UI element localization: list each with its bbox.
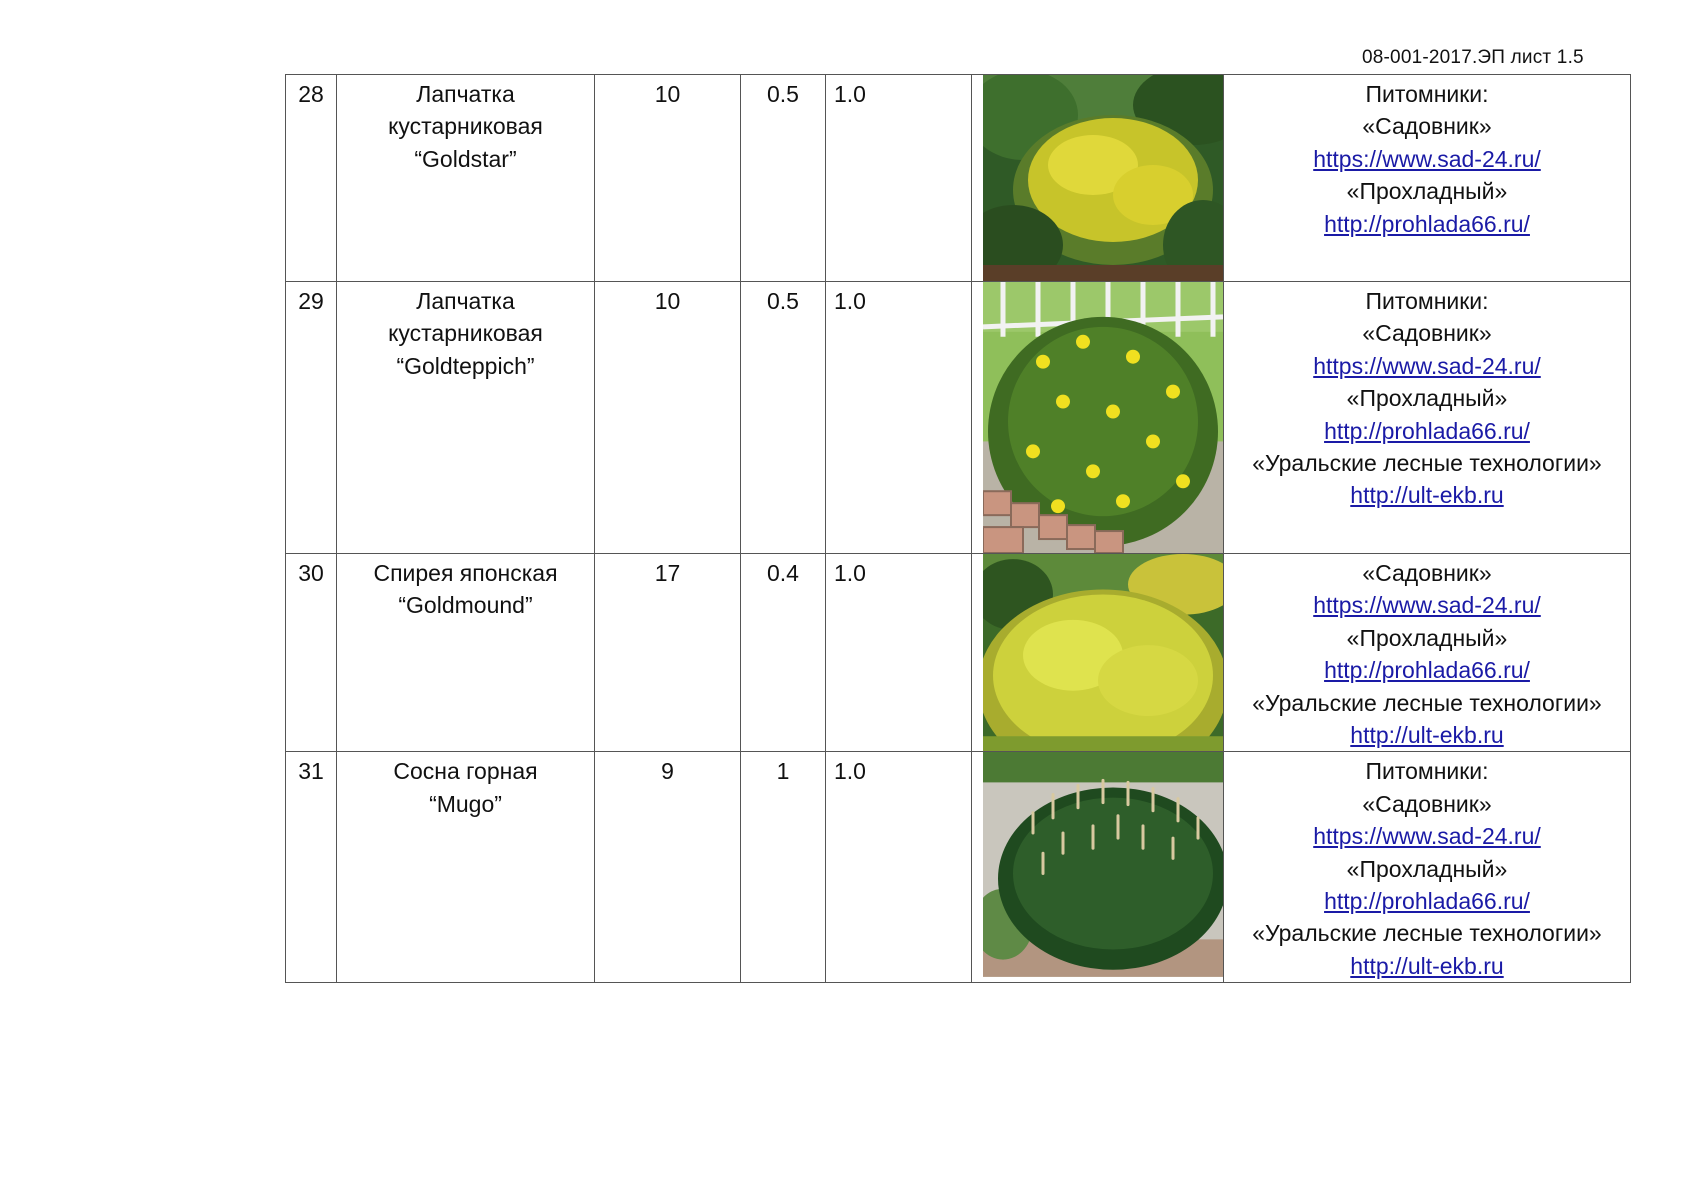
- plant-height: 0.5: [741, 282, 826, 554]
- nursery-link-ural[interactable]: http://ult-ekb.ru: [1350, 722, 1504, 749]
- plant-name-line: Лапчатка: [416, 81, 515, 107]
- plant-name-line: “Goldteppich”: [396, 352, 535, 379]
- nursery-name: «Прохладный»: [1346, 624, 1508, 651]
- plant-photo-cell: [972, 75, 1224, 282]
- nursery-link-prohladny[interactable]: http://prohlada66.ru/: [1324, 888, 1530, 915]
- plant-name-line: “Goldstar”: [414, 145, 517, 172]
- plant-name-line: Лапчатка: [416, 288, 515, 314]
- nursery-name: «Уральские лесные технологии»: [1252, 920, 1602, 947]
- nursery-name: «Садовник»: [1362, 320, 1492, 347]
- nursery-name: «Прохладный»: [1346, 178, 1508, 205]
- yellow-flowering-shrub-by-fence-icon: [983, 282, 1223, 553]
- plant-quantity: 10: [595, 75, 741, 282]
- plant-name-line: “Goldmound”: [398, 592, 533, 619]
- nursery-list: [1224, 554, 1631, 752]
- plant-quantity: 17: [595, 554, 741, 752]
- plant-quantity: 9: [595, 752, 741, 983]
- plant-area: 1.0: [826, 75, 972, 282]
- row-number: 31: [286, 752, 337, 983]
- plant-height: 1: [741, 752, 826, 983]
- nursery-list: [1224, 282, 1631, 554]
- plant-name-line: Сосна горная: [393, 758, 538, 785]
- nursery-name: «Садовник»: [1362, 113, 1492, 140]
- yellow-flowering-shrub-icon: [983, 75, 1223, 281]
- table-row: [286, 752, 1631, 983]
- plant-name-line: “Mugo”: [429, 790, 502, 817]
- plant-name: [337, 752, 595, 983]
- nursery-name: «Садовник»: [1362, 560, 1492, 586]
- nursery-link-ural[interactable]: http://ult-ekb.ru: [1350, 952, 1504, 979]
- nursery-name: «Уральские лесные технологии»: [1252, 450, 1602, 477]
- row-number: 30: [286, 554, 337, 752]
- nursery-heading: Питомники:: [1365, 758, 1489, 785]
- plant-photo-cell: [972, 554, 1224, 752]
- plant-name: [337, 554, 595, 752]
- document-code: 08-001-2017.ЭП лист 1.5: [1362, 47, 1584, 68]
- plant-photo-cell: [972, 282, 1224, 554]
- nursery-link-prohladny[interactable]: http://prohlada66.ru/: [1324, 417, 1530, 444]
- table-row: [286, 75, 1631, 282]
- plant-name-line: Спирея японская: [373, 560, 558, 586]
- plant-photo-cell: [972, 752, 1224, 983]
- nursery-link-ural[interactable]: http://ult-ekb.ru: [1350, 482, 1504, 509]
- plant-height: 0.4: [741, 554, 826, 752]
- nursery-name: «Прохладный»: [1346, 385, 1508, 412]
- nursery-link-sadovnik[interactable]: https://www.sad-24.ru/: [1313, 592, 1541, 619]
- nursery-link-prohladny[interactable]: http://prohlada66.ru/: [1324, 657, 1530, 684]
- plant-name-line: кустарниковая: [388, 320, 543, 347]
- plant-table: [285, 74, 1631, 983]
- nursery-list: [1224, 75, 1631, 282]
- plant-quantity: 10: [595, 282, 741, 554]
- nursery-heading: Питомники:: [1365, 288, 1489, 314]
- nursery-link-sadovnik[interactable]: https://www.sad-24.ru/: [1313, 823, 1541, 850]
- nursery-link-sadovnik[interactable]: https://www.sad-24.ru/: [1313, 145, 1541, 172]
- nursery-heading: Питомники:: [1365, 81, 1489, 107]
- plant-name-line: кустарниковая: [388, 113, 543, 140]
- plant-height: 0.5: [741, 75, 826, 282]
- golden-dome-shrub-icon: [983, 554, 1223, 751]
- plant-name: [337, 282, 595, 554]
- plant-name: [337, 75, 595, 282]
- row-number: 29: [286, 282, 337, 554]
- table-row: [286, 282, 1631, 554]
- plant-area: 1.0: [826, 554, 972, 752]
- mountain-pine-shrub-icon: [983, 752, 1223, 977]
- row-number: 28: [286, 75, 337, 282]
- nursery-name: «Уральские лесные технологии»: [1252, 689, 1602, 716]
- nursery-name: «Прохладный»: [1346, 855, 1508, 882]
- nursery-link-prohladny[interactable]: http://prohlada66.ru/: [1324, 210, 1530, 237]
- nursery-link-sadovnik[interactable]: https://www.sad-24.ru/: [1313, 352, 1541, 379]
- nursery-name: «Садовник»: [1362, 790, 1492, 817]
- plant-area: 1.0: [826, 752, 972, 983]
- table-row: [286, 554, 1631, 752]
- plant-area: 1.0: [826, 282, 972, 554]
- nursery-list: [1224, 752, 1631, 983]
